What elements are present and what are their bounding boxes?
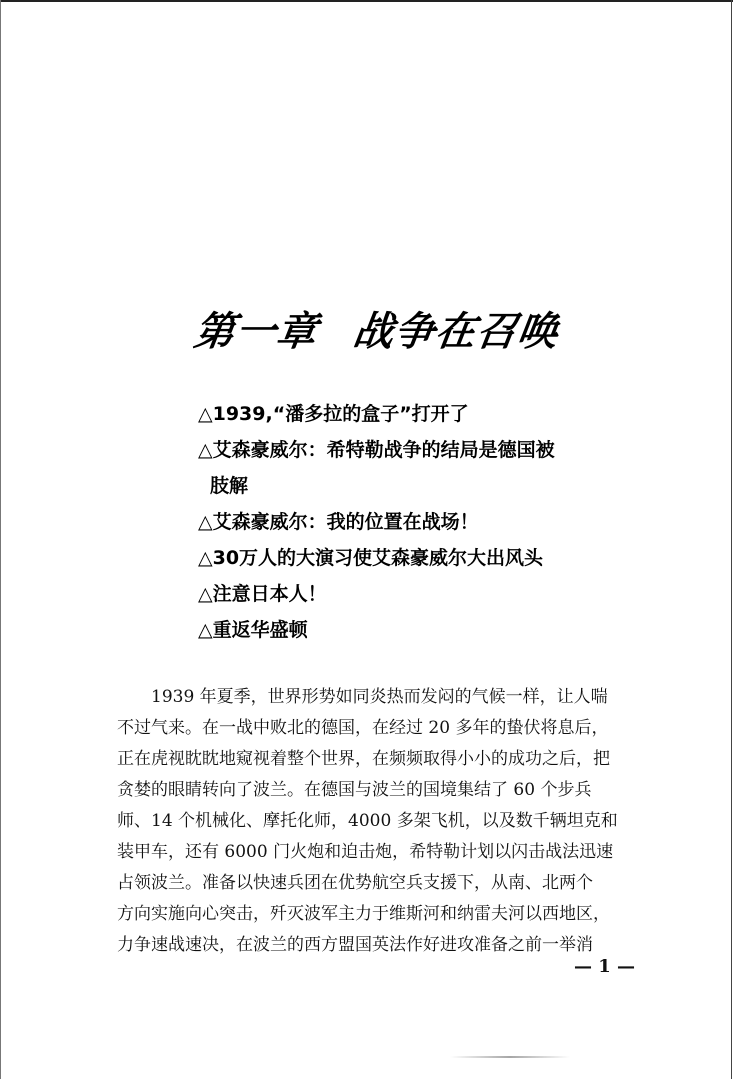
outline-item-continuation: 肢解 [210,475,249,497]
outline-item: △注意日本人！ [198,583,327,605]
body-line: 1939 年夏季，世界形势如同炎热而发闷的气候一样，让人喘 [151,687,608,707]
outline-item: △艾森豪威尔：我的位置在战场！ [198,511,479,533]
chapter-heading [191,300,579,357]
outline-item: △1939,“潘多拉的盒子”打开了 [198,403,469,425]
page-top-edge [0,0,733,2]
body-line: 力争速战速决，在波兰的西方盟国英法作好进攻准备之前一举消 [117,935,593,955]
body-paragraph [117,682,659,961]
chapter-title: 战争在召唤 [350,309,562,355]
body-line: 不过气来。在一战中败北的德国，在经过 20 多年的蛰伏将息后， [117,718,609,738]
body-line: 装甲车，还有 6000 门火炮和迫击炮，希特勒计划以闪击战法迅速 [117,842,614,862]
page-right-edge [731,0,732,1079]
outline-item: △重返华盛顿 [198,619,308,641]
body-line: 师、14 个机械化、摩托化师，4000 多架飞机，以及数千辆坦克和 [117,811,618,831]
scan-smudge [450,1056,570,1058]
chapter-outline [198,396,555,648]
outline-item: △30万人的大演习使艾森豪威尔大出风头 [198,547,544,569]
outline-item: △艾森豪威尔：希特勒战争的结局是德国被 [198,439,555,461]
chapter-number: 第一章 [191,309,321,355]
body-line: 方向实施向心突击，歼灭波军主力于维斯河和纳雷夫河以西地区， [117,904,610,924]
page-number: — 1 — [574,956,636,977]
body-line: 正在虎视眈眈地窥视着整个世界，在频频取得小小的成功之后，把 [117,749,610,769]
body-line: 贪婪的眼睛转向了波兰。在德国与波兰的国境集结了 60 个步兵 [117,780,592,800]
body-line: 占领波兰。准备以快速兵团在优势航空兵支援下，从南、北两个 [117,873,593,893]
page-left-edge [0,0,1,1079]
